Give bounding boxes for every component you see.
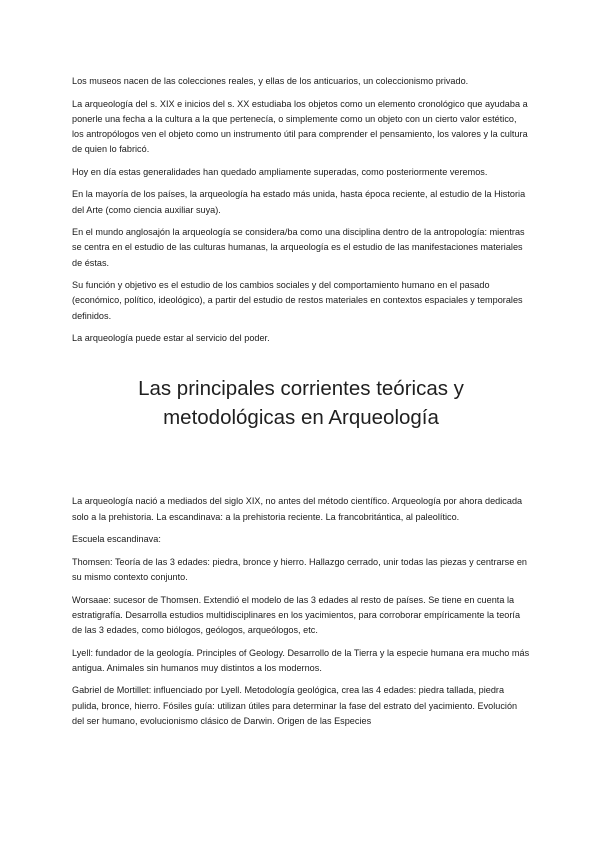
paragraph-servicio-poder: La arqueología puede estar al servicio del poder.: [72, 333, 270, 344]
section-heading-line-1: Las principales corrientes teóricas y: [138, 377, 464, 401]
paragraph-funcion-objetivo: Su función y objetivo es el estudio de los cambios sociales y del comportamiento humano en el pasado (económico, político, ideológico), a partir del estudio de restos materiales en contextos espaciales y temporales definidos.: [72, 280, 523, 321]
paragraph-thomsen: Thomsen: Teoría de las 3 edades: piedra, bronce y hierro. Hallazgo cerrado, unir todas las piezas y centrarse en su mismo contexto conjunto.: [72, 556, 527, 582]
document-body: [72, 74, 530, 736]
paragraph-escuela-escandinava: Escuela escandinava:: [72, 534, 161, 545]
section-heading-line-2: metodológicas en Arqueología: [163, 406, 439, 430]
paragraph-worsaae: Worsaae: sucesor de Thomsen. Extendió el modelo de las 3 edades al resto de países. Se tiene en cuenta la estratigrafía. Desarrolla estudios multidisciplinares en los yacimientos, para corroborar empíricamente la teoría de las 3 edades, como biólogos, geólogos, arqueólogos, etc.: [72, 594, 521, 635]
paragraph-generalidades: Hoy en día estas generalidades han quedado ampliamente superadas, como posteriormente veremos.: [72, 166, 488, 177]
paragraph-historia-del-arte: En la mayoría de los países, la arqueología ha estado más unida, hasta época reciente, al estudio de la Historia del Arte (como ciencia auxiliar suya).: [72, 189, 526, 215]
paragraph-mortillet: Gabriel de Mortillet: influenciado por Lyell. Metodología geológica, crea las 4 edades: piedra tallada, piedra pulida, bronce, hierro. Fósiles guía: utilizan útiles para determinar la fase del estrato del yacimiento. Evolución del ser humano, evolucionismo clásico de Darwin. Origen de las Especies: [72, 685, 518, 726]
paragraph-arqueologia-siglo-xix: La arqueología del s. XIX e inicios del s. XX estudiaba los objetos como un elemento cronológico que ayudaba a ponerle una fecha a la cultura a la que pertenecía, o simplemente como un objeto con un cierto valor estético, los antropólogos ven el objeto como un instrumento útil para comprender el pensamiento, los valores y la cultura de quien lo fabricó.: [72, 98, 528, 155]
section-heading: [72, 374, 530, 432]
paragraph-museos: Los museos nacen de las colecciones reales, y ellas de los anticuarios, un coleccionismo privado.: [72, 76, 469, 86]
section-spacer: [72, 432, 530, 494]
paragraph-nacimiento-arqueologia: La arqueología nació a mediados del siglo XIX, no antes del método científico. Arqueología por ahora dedicada solo a la prehistoria. La escandinava: a la prehistoria reciente. La francobritántica, al paleolítico.: [72, 496, 523, 522]
paragraph-mundo-anglosajon: En el mundo anglosajón la arqueología se considera/ba como una disciplina dentro de la antropología: mientras se centra en el estudio de las culturas humanas, la arqueología es el estudio de las manifestaciones materiales de éstas.: [72, 227, 525, 268]
paragraph-lyell: Lyell: fundador de la geología. Principles of Geology. Desarrollo de la Tierra y la especie humana era mucho más antigua. Animales sin humanos muy distintos a los modernos.: [72, 647, 530, 673]
